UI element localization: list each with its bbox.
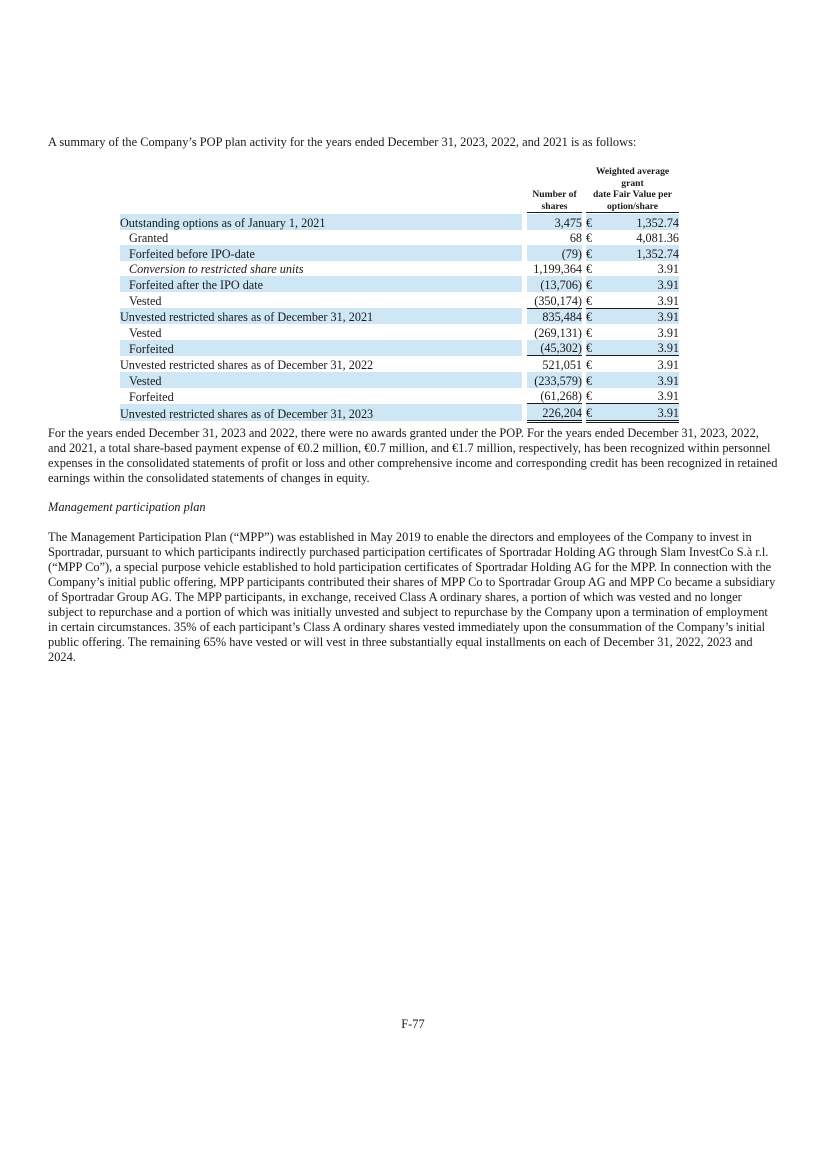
page-number: F-77 [401, 1017, 425, 1031]
row-fair-value: 3.91 [602, 340, 679, 356]
table-row [120, 356, 679, 372]
row-fair-value: 3.91 [602, 308, 679, 324]
row-label: Unvested restricted shares as of December 31, 2023 [120, 404, 522, 422]
row-shares: (233,579) [527, 372, 582, 388]
row-fair-value: 1,352.74 [602, 214, 679, 230]
row-label: Forfeited [129, 389, 174, 404]
table-row [120, 372, 679, 388]
row-fair-value: 3.91 [602, 404, 679, 422]
row-fair-value: 1,352.74 [602, 245, 679, 261]
row-fair-value: 3.91 [602, 388, 679, 404]
row-shares: (13,706) [527, 276, 582, 292]
table-row [120, 340, 679, 356]
table-row [120, 292, 679, 308]
row-shares: (269,131) [534, 325, 582, 340]
intro-text: A summary of the Company’s POP plan activity for the years ended December 31, 2023, 2022, and 2021 is as follows: [48, 135, 637, 149]
row-label: Forfeited before IPO-date [120, 245, 522, 261]
row-shares: 226,204 [527, 404, 582, 422]
row-label: Conversion to restricted share units [129, 262, 304, 277]
row-label: Outstanding options as of January 1, 2021 [120, 214, 522, 230]
row-currency: € [586, 276, 602, 292]
row-currency: € [586, 372, 602, 388]
row-fair-value: 3.91 [657, 262, 679, 277]
row-fair-value: 3.91 [657, 357, 679, 372]
row-label: Granted [129, 231, 169, 246]
row-shares: (61,268) [527, 388, 582, 404]
row-shares: 1,199,364 [533, 262, 582, 277]
header-number-of-shares: Number of shares [527, 166, 582, 214]
row-currency: € [586, 388, 602, 404]
table-header-row [120, 166, 679, 214]
row-fair-value: 3.91 [657, 325, 679, 340]
row-label: Vested [129, 325, 162, 340]
row-currency: € [586, 292, 602, 308]
table-row [120, 245, 679, 261]
row-shares: 521,051 [542, 357, 582, 372]
row-currency: € [586, 308, 602, 324]
table-row [120, 261, 679, 277]
row-shares: 3,475 [527, 214, 582, 230]
row-currency: € [586, 231, 593, 246]
pop-expense-paragraph: For the years ended December 31, 2023 and 2022, there were no awards granted under the POP. For the years ended December 31, 2023, 2022, and 2021, a total share-based payment expense of €0.2 million, €0.7 million, and €1.7 million, respectively, has been recognized within personnel expenses in the consolidated statements of profit or loss and other comprehensive income and corresponding credit has been recognized in retained earnings within the consolidated statements of changes in equity. [48, 426, 778, 485]
row-fair-value: 4,081.36 [636, 231, 679, 246]
row-shares: 68 [569, 231, 582, 246]
row-fair-value: 3.91 [602, 292, 679, 308]
row-currency: € [586, 404, 602, 422]
row-currency: € [586, 325, 593, 340]
table-row [120, 324, 679, 340]
row-label: Forfeited after the IPO date [120, 276, 522, 292]
table-row [120, 276, 679, 292]
table-row [120, 388, 679, 404]
row-fair-value: 3.91 [602, 276, 679, 292]
table-row [120, 404, 679, 422]
row-shares: (79) [527, 245, 582, 261]
row-shares: 835,484 [527, 308, 582, 324]
row-currency: € [586, 340, 602, 356]
table-row [120, 214, 679, 230]
pop-activity-table [120, 166, 679, 423]
row-label: Unvested restricted shares as of December 31, 2021 [120, 308, 522, 324]
row-label: Vested [129, 294, 162, 309]
section-heading: Management participation plan [48, 500, 206, 514]
mpp-paragraph: The Management Participation Plan (“MPP”) was established in May 2019 to enable the directors and employees of the Company to invest in Sportradar, pursuant to which participants indirectly purchased participation certificates of Sportradar Holding AG through Slam InvestCo S.à r.l. (“MPP Co”), a special purpose vehicle established to hold participation certificates of Sportradar Holding AG for the MPP. In connection with the Company’s initial public offering, MPP participants contributed their shares of MPP Co to Sportradar Group AG and MPP Co became a subsidiary of Sportradar Group AG. The MPP participants, in exchange, received Class A ordinary shares, a portion of which was vested and no longer subject to repurchase and a portion of which was initially unvested and subject to repurchase by the Company upon a termination of employment in certain circumstances. 35% of each participant’s Class A ordinary shares vested immediately upon the consummation of the Company’s initial public offering. The remaining 65% have vested or will vest in three substantially equal installments on each of December 31, 2022, 2023 and 2024. [48, 530, 776, 664]
row-currency: € [586, 262, 593, 277]
row-currency: € [586, 245, 602, 261]
table-row [120, 308, 679, 324]
row-shares: (45,302) [527, 340, 582, 356]
row-fair-value: 3.91 [602, 372, 679, 388]
table-row [120, 230, 679, 246]
row-shares: (350,174) [527, 292, 582, 308]
row-label: Vested [120, 372, 522, 388]
row-currency: € [586, 357, 593, 372]
row-label: Unvested restricted shares as of December 31, 2022 [120, 357, 374, 372]
row-currency: € [586, 214, 602, 230]
row-label: Forfeited [120, 340, 522, 356]
header-weighted-average-fair-value: Weighted average grant date Fair Value per option/share [586, 166, 679, 214]
